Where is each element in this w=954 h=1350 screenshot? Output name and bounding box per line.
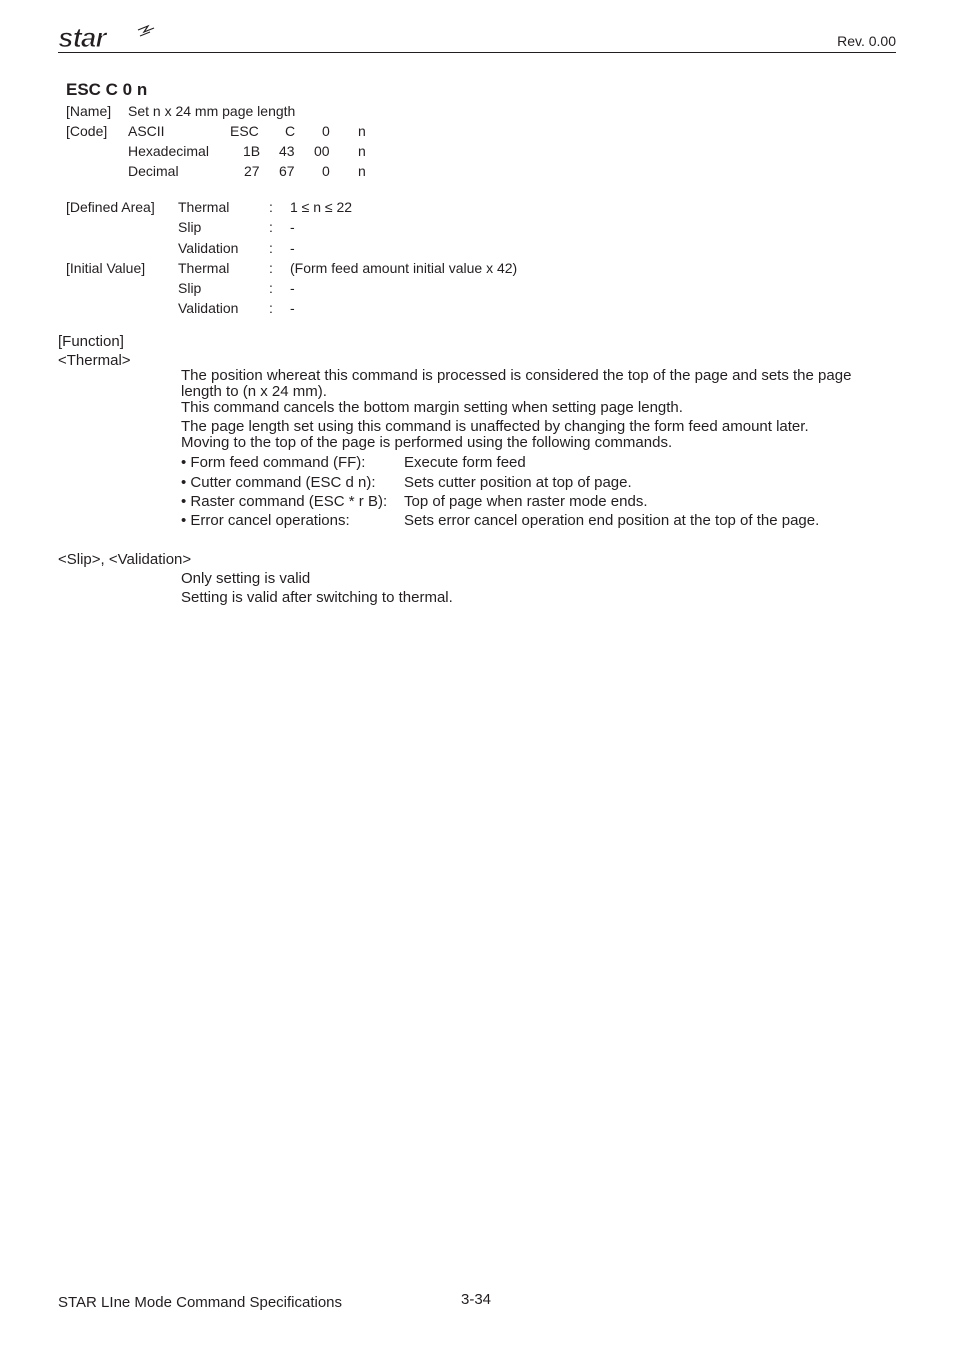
colon: : <box>269 260 273 276</box>
mode-label: Thermal <box>178 260 230 276</box>
initial-value-label: [Initial Value] <box>66 260 146 276</box>
bullet-command: • Form feed command (FF): <box>181 454 366 471</box>
colon: : <box>269 199 273 215</box>
code-byte-2: C <box>285 123 296 139</box>
code-byte-3: 00 <box>314 143 330 159</box>
slip-line: Only setting is valid <box>181 570 311 587</box>
colon: : <box>269 240 273 256</box>
initial-value: - <box>290 300 295 316</box>
thermal-paragraph: The page length set using this command is unaffected by changing the form feed amount later. <box>181 418 809 435</box>
function-label: [Function] <box>58 333 124 350</box>
range-value: - <box>290 240 295 256</box>
name-value: Set n x 24 mm page length <box>128 103 296 119</box>
mode-label: Validation <box>178 300 239 316</box>
colon: : <box>269 219 273 235</box>
bullet-command: • Error cancel operations: <box>181 512 350 529</box>
slip-line: Setting is valid after switching to thermal. <box>181 589 453 606</box>
mode-label: Slip <box>178 280 202 296</box>
code-type: Decimal <box>128 163 179 179</box>
code-label: [Code] <box>66 123 108 139</box>
mode-label: Slip <box>178 219 202 235</box>
code-byte-1: ESC <box>230 123 259 139</box>
code-byte-3: 0 <box>322 163 330 179</box>
code-byte-2: 43 <box>279 143 295 159</box>
colon: : <box>269 280 273 296</box>
code-type: Hexadecimal <box>128 143 209 159</box>
code-byte-4: n <box>358 143 366 159</box>
initial-value: - <box>290 280 295 296</box>
thermal-label: <Thermal> <box>58 352 131 369</box>
header-rule <box>58 52 896 53</box>
range-value: - <box>290 219 295 235</box>
bullet-description: Sets error cancel operation end position at the top of the page. <box>404 512 820 529</box>
name-label: [Name] <box>66 103 112 119</box>
code-byte-4: n <box>358 163 366 179</box>
mode-label: Validation <box>178 240 239 256</box>
bullet-description: Sets cutter position at top of page. <box>404 474 632 491</box>
defined-area-label: [Defined Area] <box>66 199 155 215</box>
code-byte-4: n <box>358 123 366 139</box>
bullet-description: Execute form feed <box>404 454 526 471</box>
bullet-command: • Raster command (ESC * r B): <box>181 493 388 510</box>
code-byte-2: 67 <box>279 163 295 179</box>
page-number: 3-34 <box>461 1291 492 1308</box>
revision-label: Rev. 0.00 <box>837 33 896 49</box>
bullet-command: • Cutter command (ESC d n): <box>181 474 376 491</box>
mode-label: Thermal <box>178 199 230 215</box>
command-title: ESC C 0 n <box>66 80 148 99</box>
thermal-paragraph: This command cancels the bottom margin setting when setting page length. <box>181 399 683 416</box>
range-value: 1 ≤ n ≤ 22 <box>290 199 353 215</box>
code-type: ASCII <box>128 123 165 139</box>
logo-text: star <box>58 22 106 52</box>
code-byte-3: 0 <box>322 123 330 139</box>
slip-validation-label: <Slip>, <Validation> <box>58 551 192 568</box>
colon: : <box>269 300 273 316</box>
footer-doc-title: STAR LIne Mode Command Specifications <box>58 1294 343 1311</box>
thermal-paragraph: Moving to the top of the page is performed using the following commands. <box>181 434 673 451</box>
star-logo <box>58 22 158 52</box>
initial-value: (Form feed amount initial value x 42) <box>290 260 518 276</box>
code-byte-1: 27 <box>244 163 260 179</box>
bullet-description: Top of page when raster mode ends. <box>404 493 648 510</box>
code-byte-1: 1B <box>243 143 261 159</box>
thermal-paragraph: The position whereat this command is processed is considered the top of the page and sets the page length to (n x 24 mm). <box>181 367 852 400</box>
